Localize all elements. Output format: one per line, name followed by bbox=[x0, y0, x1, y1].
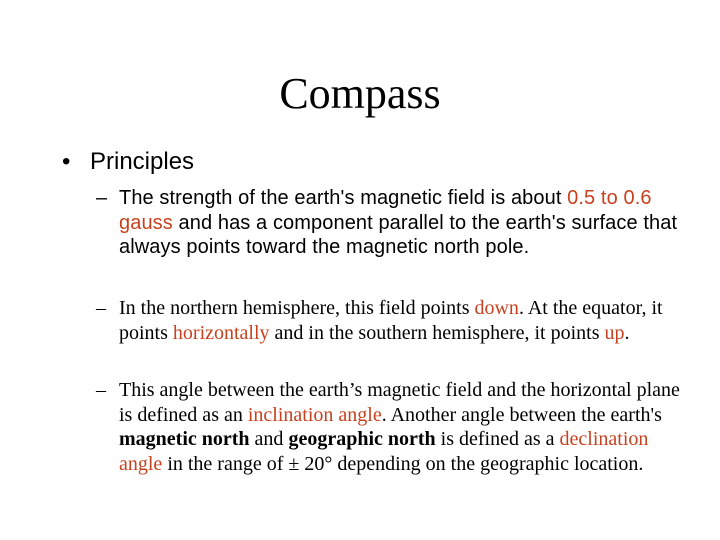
bold-geographic-north: geographic north bbox=[288, 428, 436, 450]
text-run: and bbox=[249, 428, 289, 450]
highlight-gauss: 0.5 to 0.6 gauss bbox=[119, 187, 652, 234]
highlight-declination-angle: declination angle bbox=[119, 428, 649, 475]
bullet-principles bbox=[62, 146, 194, 178]
sub-bullet-hemisphere bbox=[96, 296, 686, 345]
bold-magnetic-north: magnetic north bbox=[119, 428, 250, 450]
text-run: and in the southern hemisphere, it points bbox=[269, 321, 605, 344]
text-run: . At the equator, it points bbox=[119, 297, 663, 344]
highlight-down: down bbox=[474, 297, 519, 319]
slide-title: Compass bbox=[279, 69, 441, 118]
text-run: The strength of the earth's magnetic field is about bbox=[119, 187, 568, 209]
dash-marker: – bbox=[96, 379, 106, 401]
highlight-inclination-angle: inclination angle bbox=[247, 403, 382, 426]
highlight-horizontally: horizontally bbox=[172, 321, 270, 344]
dash-marker: – bbox=[96, 187, 108, 209]
sub-bullet-field-strength bbox=[96, 186, 686, 260]
text-run: In the northern hemisphere, this field points bbox=[119, 297, 475, 319]
text-run: and has a component parallel to the earth's surface that always points toward the magnetic north pole. bbox=[119, 211, 678, 258]
text-run: . Another angle between the earth's bbox=[381, 403, 662, 426]
text-run: is defined as a bbox=[435, 428, 560, 450]
dash-marker: – bbox=[96, 297, 106, 319]
text-run: This angle between the earth’s magnetic field and the horizontal plane is defined as an bbox=[119, 379, 680, 426]
sub-bullet-angles bbox=[96, 378, 686, 476]
bullet-marker: • bbox=[62, 148, 71, 175]
sub-bullet-text bbox=[119, 186, 686, 260]
text-run: . bbox=[624, 321, 630, 344]
sub-bullet-text bbox=[119, 296, 686, 345]
highlight-up: up bbox=[604, 321, 625, 344]
bullet-label: Principles bbox=[90, 148, 195, 175]
text-run: in the range of ± 20° depending on the geographic location. bbox=[162, 452, 644, 475]
sub-bullet-text bbox=[119, 378, 686, 476]
